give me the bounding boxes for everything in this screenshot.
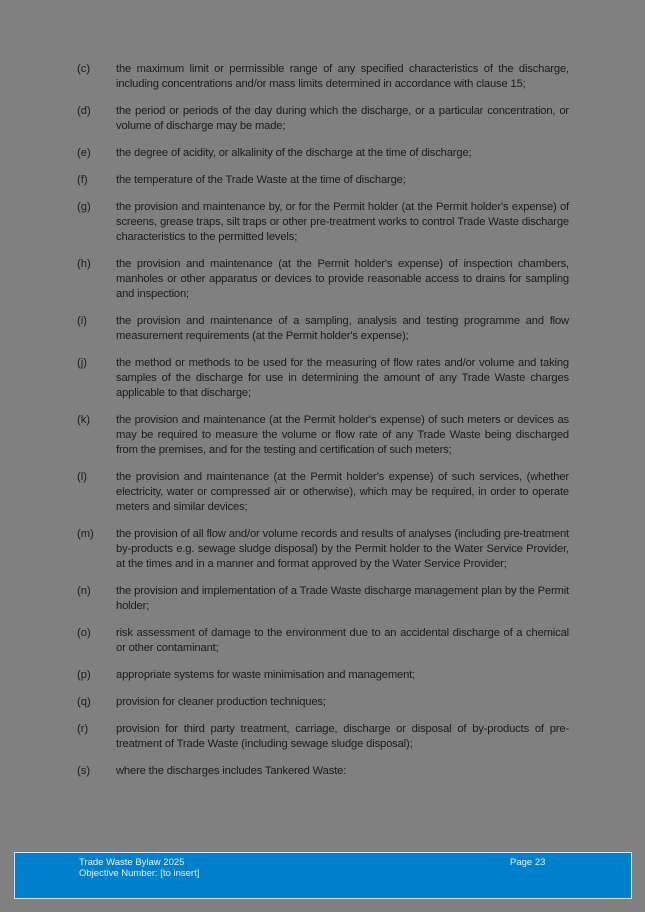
clause-text: the temperature of the Trade Waste at the time of discharge; — [116, 174, 406, 186]
clause-text: the provision and implementation of a Trade Waste discharge management plan by the Permit holder; — [116, 585, 569, 612]
clause-text: provision for cleaner production techniques; — [116, 696, 326, 708]
footer-objective-number: Objective Number: [to insert] — [79, 868, 200, 879]
clause-p — [77, 668, 569, 683]
clause-label: (h) — [77, 258, 91, 270]
clause-text: the period or periods of the day during which the discharge, or a particular concentration, or volume of discharge may be made; — [116, 105, 569, 132]
clause-s — [77, 764, 569, 779]
clause-e — [77, 146, 569, 161]
clause-label: (f) — [77, 174, 88, 186]
clause-label: (d) — [77, 105, 91, 117]
clause-m — [77, 527, 569, 572]
clause-text: the provision and maintenance (at the Permit holder's expense) of inspection chambers, manholes or other apparatus or devices to provide reasonable access to drains for sampling and inspection; — [116, 258, 569, 300]
footer-left — [79, 857, 199, 879]
clause-d — [77, 104, 569, 134]
clause-label: (j) — [77, 357, 87, 369]
clause-text: the provision and maintenance (at the Permit holder's expense) of such services, (whether electricity, water or compressed air or otherwise), which may be required, in order to operate meters and similar devices; — [116, 471, 569, 513]
clause-label: (c) — [77, 63, 91, 75]
clause-text: appropriate systems for waste minimisation and management; — [116, 669, 416, 681]
clause-text: the provision and maintenance of a sampling, analysis and testing programme and flow measurement requirements (at the Permit holder's expense); — [116, 315, 569, 342]
clause-text: the provision and maintenance by, or for the Permit holder (at the Permit holder's expense) of screens, grease traps, silt traps or other pre-treatment works to control Trade Waste discharge characteristics to the permitted levels; — [116, 201, 569, 243]
clause-label: (s) — [77, 765, 91, 777]
clause-text: the degree of acidity, or alkalinity of the discharge at the time of discharge; — [116, 147, 472, 159]
clause-f — [77, 173, 569, 188]
footer-page-number: Page 23 — [510, 857, 546, 868]
clause-text: risk assessment of damage to the environment due to an accidental discharge of a chemical or other contaminant; — [116, 627, 569, 654]
clause-label: (n) — [77, 585, 91, 597]
clause-k — [77, 413, 569, 458]
clause-o — [77, 626, 569, 656]
clause-n — [77, 584, 569, 614]
clause-g — [77, 200, 569, 245]
clause-label: (e) — [77, 147, 91, 159]
clause-label: (r) — [77, 723, 89, 735]
clause-list — [77, 62, 569, 791]
clause-text: where the discharges includes Tankered Waste: — [116, 765, 347, 777]
clause-j — [77, 356, 569, 401]
clause-label: (q) — [77, 696, 91, 708]
clause-i — [77, 314, 569, 344]
clause-label: (g) — [77, 201, 91, 213]
clause-text: the maximum limit or permissible range of any specified characteristics of the discharge, including concentrations and/or mass limits determined in accordance with clause 15; — [116, 63, 569, 90]
clause-label: (m) — [77, 528, 94, 540]
clause-label: (i) — [77, 315, 87, 327]
clause-c — [77, 62, 569, 92]
clause-text: the method or methods to be used for the measuring of flow rates and/or volume and taking samples of the discharge for use in determining the amount of any Trade Waste charges applicable to that discharge; — [116, 357, 569, 399]
clause-text: provision for third party treatment, carriage, discharge or disposal of by-products of pre-treatment of Trade Waste (including sewage sludge disposal); — [116, 723, 569, 750]
clause-r — [77, 722, 569, 752]
footer-document-title: Trade Waste Bylaw 2025 — [79, 857, 185, 868]
clause-q — [77, 695, 569, 710]
page-footer — [14, 852, 632, 899]
clause-label: (k) — [77, 414, 91, 426]
clause-h — [77, 257, 569, 302]
clause-text: the provision and maintenance (at the Permit holder's expense) of such meters or devices as may be required to measure the volume or flow rate of any Trade Waste being discharged from the premises, and for the testing and certification of such meters; — [116, 414, 569, 456]
clause-l — [77, 470, 569, 515]
clause-label: (p) — [77, 669, 91, 681]
clause-label: (o) — [77, 627, 91, 639]
clause-label: (l) — [77, 471, 87, 483]
clause-text: the provision of all flow and/or volume records and results of analyses (including pre-treatment by-products e.g. sewage sludge disposal) by the Permit holder to the Water Service Provider, at the times and in a manner and format approved by the Water Service Provider; — [116, 528, 569, 570]
